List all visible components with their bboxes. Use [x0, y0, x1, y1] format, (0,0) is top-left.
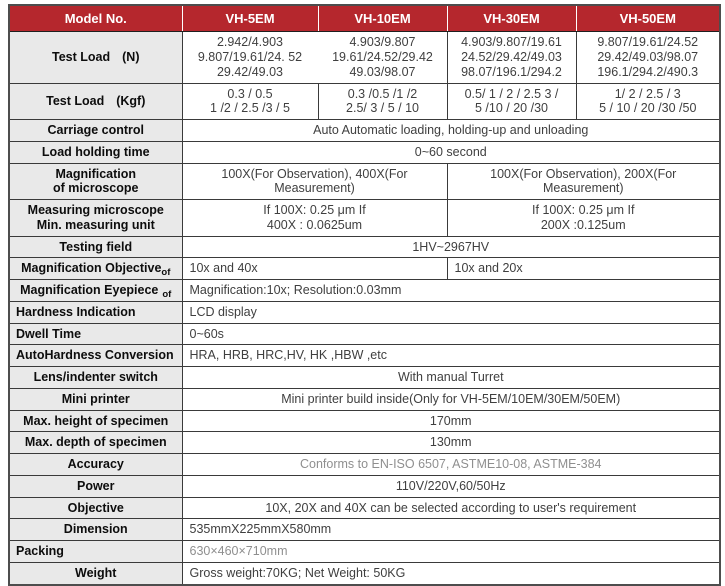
row-label-text: Carriage control: [47, 123, 145, 138]
row-label-magnification-of-microscope: Magnification of microscope: [9, 163, 182, 200]
header-cell-model: VH-50EM: [576, 5, 720, 32]
row-label-subscript: of: [162, 288, 172, 300]
spec-cell-load-holding-time-0: 0~60 second: [182, 141, 720, 163]
row-label-unit: (Kgf): [116, 93, 146, 108]
spec-cell-lens-indenter-switch-0: With manual Turret: [182, 367, 720, 389]
spec-table-header: [9, 5, 720, 32]
row-label-dimension: [9, 519, 182, 541]
spec-cell-carriage-control-0: Auto Automatic loading, holding-up and unloading: [182, 120, 720, 142]
row-label-mini-printer: [9, 388, 182, 410]
spec-cell-mini-printer-0: Mini printer build inside(Only for VH-5EM/10EM/30EM/50EM): [182, 388, 720, 410]
spec-cell-max-height-specimen-0: 170mm: [182, 410, 720, 432]
spec-cell-measuring-microscope-1: If 100X: 0.25 μm If 200X :0.125um: [447, 200, 720, 237]
spec-cell-test-load-n-0: 2.942/4.903 9.807/19.61/24. 52 29.42/49.03: [182, 32, 318, 83]
row-label-accuracy: [9, 454, 182, 476]
row-magnification-eyepiece: [9, 280, 720, 302]
header-cell-model: VH-5EM: [182, 5, 318, 32]
spec-cell-magnification-objective-0: 10x and 40x: [182, 258, 447, 280]
row-label-text: Max. height of specimen: [23, 413, 169, 428]
row-weight: [9, 562, 720, 584]
row-label-text: Load holding time: [41, 144, 150, 159]
row-label-weight: [9, 562, 182, 584]
spec-cell-test-load-kgf-1: 0.3 /0.5 /1 /2 2.5/ 3 / 5 / 10: [318, 83, 447, 120]
spec-sheet: [8, 4, 719, 586]
row-label-carriage-control: [9, 120, 182, 142]
spec-cell-measuring-microscope-0: If 100X: 0.25 μm If 400X : 0.0625um: [182, 200, 447, 237]
spec-cell-magnification-of-microscope-1: 100X(For Observation), 200X(For Measurement): [447, 163, 720, 200]
row-label-text: Magnification Eyepiece: [20, 283, 159, 298]
row-label-text: Dwell Time: [16, 326, 82, 341]
row-label-testing-field: [9, 236, 182, 258]
row-test-load-n: [9, 32, 720, 83]
row-objective: [9, 497, 720, 519]
spec-table-body: [9, 32, 720, 585]
row-label-text: Weight: [75, 565, 117, 580]
spec-cell-hardness-indication-0: LCD display: [182, 301, 720, 323]
row-label-load-holding-time: [9, 141, 182, 163]
row-max-depth-specimen: [9, 432, 720, 454]
spec-cell-dwell-time-0: 0~60s: [182, 323, 720, 345]
spec-cell-test-load-kgf-3: 1/ 2 / 2.5 / 3 5 / 10 / 20 /30 /50: [576, 83, 720, 120]
row-test-load-kgf: [9, 83, 720, 120]
row-label-objective: [9, 497, 182, 519]
spec-cell-weight-0: Gross weight:70KG; Net Weight: 50KG: [182, 562, 720, 584]
row-label-dwell-time: [9, 323, 182, 345]
row-label-unit: (N): [122, 50, 140, 65]
row-label-power: [9, 475, 182, 497]
row-label-text: Accuracy: [67, 457, 124, 472]
row-label-auto-hardness-conversion: [9, 345, 182, 367]
spec-cell-magnification-of-microscope-0: 100X(For Observation), 400X(For Measurement): [182, 163, 447, 200]
spec-cell-testing-field-0: 1HV~2967HV: [182, 236, 720, 258]
row-label-magnification-eyepiece: [9, 280, 182, 302]
spec-cell-test-load-n-2: 4.903/9.807/19.61 24.52/29.42/49.03 98.07/196.1/294.2: [447, 32, 576, 83]
spec-cell-magnification-eyepiece-0: Magnification:10x; Resolution:0.03mm: [182, 280, 720, 302]
row-label-measuring-microscope: Measuring microscope Min. measuring unit: [9, 200, 182, 237]
header-cell-model: VH-10EM: [318, 5, 447, 32]
row-label-text: Max. depth of specimen: [24, 435, 167, 450]
header-row: [9, 5, 720, 32]
row-magnification-of-microscope: [9, 163, 720, 200]
row-label-text: Test Load: [52, 50, 111, 65]
row-label-text: AutoHardness Conversion: [16, 348, 174, 363]
row-magnification-objective: [9, 258, 720, 280]
row-packing: [9, 541, 720, 563]
spec-cell-auto-hardness-conversion-0: HRA, HRB, HRC,HV, HK ,HBW ,etc: [182, 345, 720, 367]
row-mini-printer: [9, 388, 720, 410]
row-testing-field: [9, 236, 720, 258]
row-label-text: Power: [76, 478, 115, 493]
row-label-packing: [9, 541, 182, 563]
row-dwell-time: [9, 323, 720, 345]
spec-cell-packing-0: 630×460×710mm: [182, 541, 720, 563]
spec-cell-accuracy-0: Conforms to EN-ISO 6507, ASTME10-08, ASTME-384: [182, 454, 720, 476]
row-label-text: Objective: [67, 500, 124, 515]
header-cell-model-no: Model No.: [9, 5, 182, 32]
spec-cell-test-load-n-1: 4.903/9.807 19.61/24.52/29.42 49.03/98.07: [318, 32, 447, 83]
row-label-text: Test Load: [46, 93, 105, 108]
row-label-text: Packing: [16, 544, 64, 559]
row-auto-hardness-conversion: [9, 345, 720, 367]
row-load-holding-time: [9, 141, 720, 163]
row-label-text: Testing field: [59, 239, 133, 254]
row-label-text: Dimension: [63, 522, 128, 537]
row-accuracy: [9, 454, 720, 476]
row-label-test-load-n: [9, 32, 182, 83]
spec-cell-test-load-kgf-0: 0.3 / 0.5 1 /2 / 2.5 /3 / 5: [182, 83, 318, 120]
row-max-height-specimen: [9, 410, 720, 432]
row-label-lens-indenter-switch: [9, 367, 182, 389]
row-label-max-height-specimen: [9, 410, 182, 432]
row-label-hardness-indication: [9, 301, 182, 323]
row-label-test-load-kgf: [9, 83, 182, 120]
row-label-text: Magnification Objective: [21, 261, 162, 276]
row-label-subscript: of: [161, 266, 171, 278]
row-carriage-control: [9, 120, 720, 142]
row-hardness-indication: [9, 301, 720, 323]
row-measuring-microscope: [9, 200, 720, 237]
row-label-magnification-objective: [9, 258, 182, 280]
row-label-text: Mini printer: [61, 391, 130, 406]
spec-cell-objective-0: 10X, 20X and 40X can be selected according to user's requirement: [182, 497, 720, 519]
row-label-text: Hardness Indication: [16, 304, 136, 319]
row-label-max-depth-specimen: [9, 432, 182, 454]
row-lens-indenter-switch: [9, 367, 720, 389]
row-power: [9, 475, 720, 497]
spec-cell-magnification-objective-1: 10x and 20x: [447, 258, 720, 280]
spec-cell-test-load-kgf-2: 0.5/ 1 / 2 / 2.5 3 / 5 /10 / 20 /30: [447, 83, 576, 120]
spec-cell-test-load-n-3: 9.807/19.61/24.52 29.42/49.03/98.07 196.1/294.2/490.3: [576, 32, 720, 83]
spec-cell-max-depth-specimen-0: 130mm: [182, 432, 720, 454]
row-dimension: [9, 519, 720, 541]
spec-cell-dimension-0: 535mmX225mmX580mm: [182, 519, 720, 541]
spec-table: [8, 4, 721, 586]
spec-cell-power-0: 110V/220V,60/50Hz: [182, 475, 720, 497]
header-cell-model: VH-30EM: [447, 5, 576, 32]
row-label-text: Lens/indenter switch: [33, 370, 158, 385]
